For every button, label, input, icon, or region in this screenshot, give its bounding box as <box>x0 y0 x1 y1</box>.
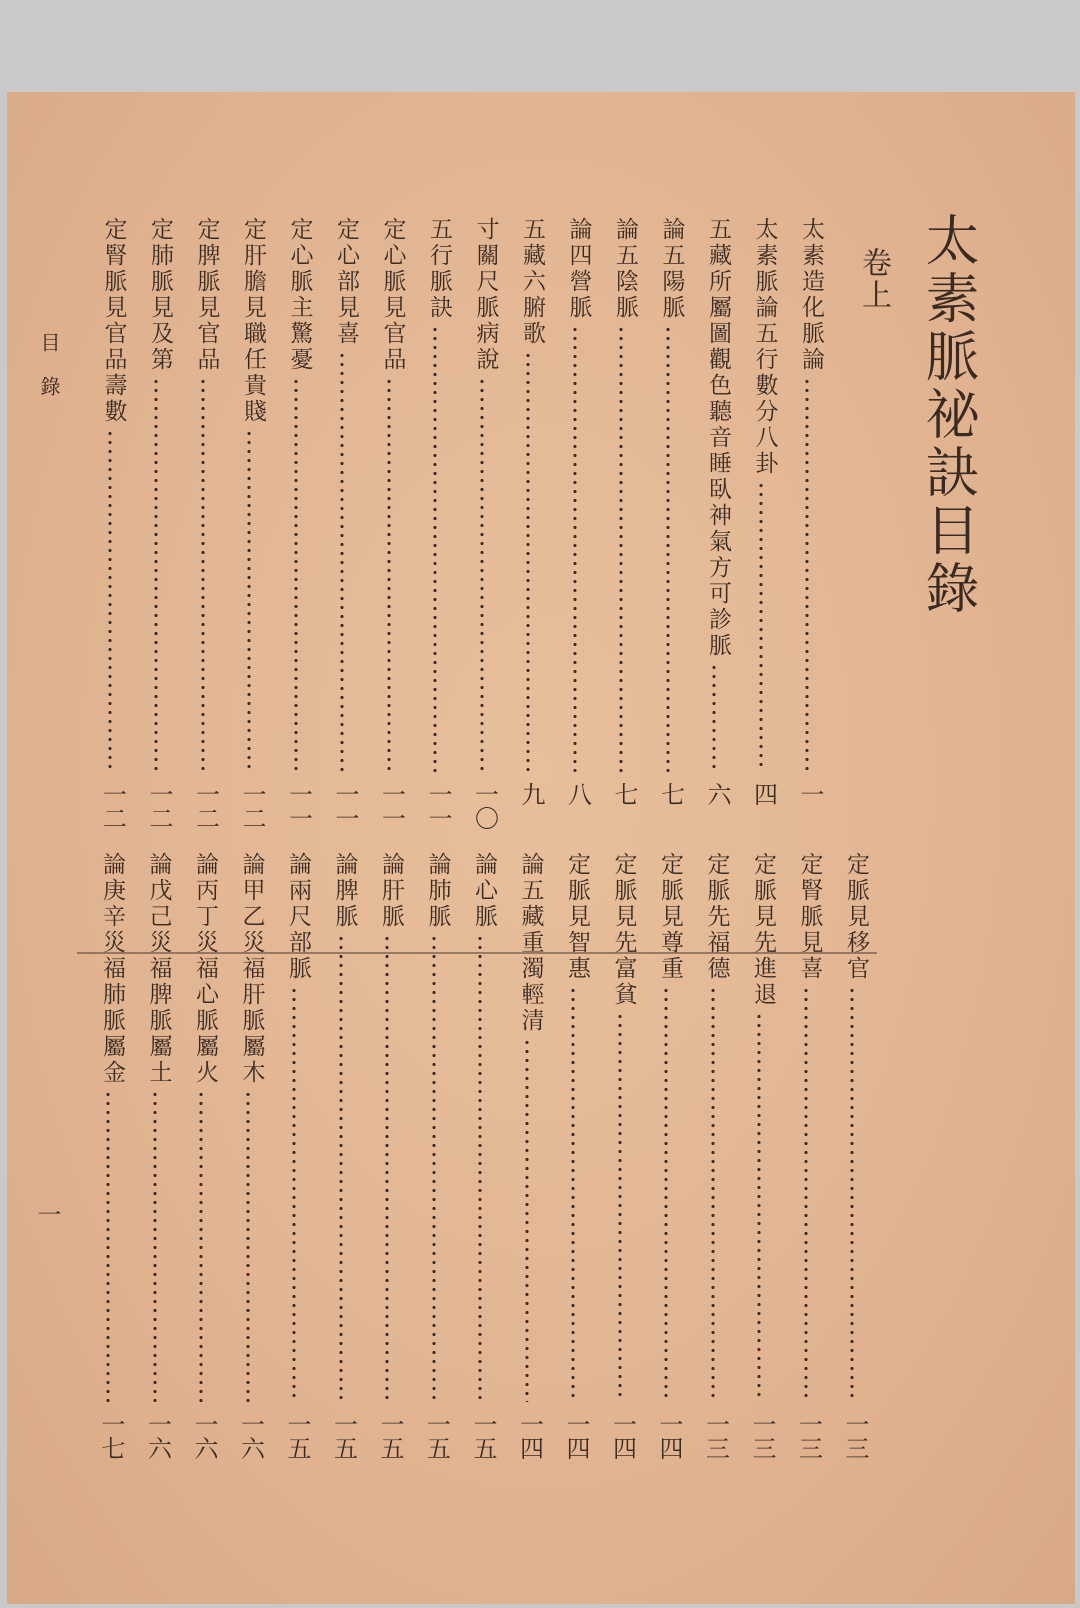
upper-page-number: 九 <box>517 782 545 806</box>
upper-leader-dots <box>340 351 344 772</box>
lower-page-number: 一五 <box>329 1412 358 1460</box>
upper-leader-dots <box>433 325 437 772</box>
upper-page-number: 八 <box>563 782 592 806</box>
upper-entry-label: 五藏所屬圖觀色聽音睡臥神氣方可診脈 <box>705 217 731 659</box>
upper-entry-label: 論五陰脈 <box>612 217 638 321</box>
lower-page-number: 一五 <box>422 1412 451 1460</box>
upper-page-number: 四 <box>749 782 778 806</box>
lower-leader-dots <box>292 986 296 1402</box>
upper-entry-label: 定心脈主驚憂 <box>286 217 313 373</box>
volume-label: 卷上 <box>856 247 891 311</box>
upper-leader-dots <box>805 377 809 772</box>
lower-entry-label: 論甲乙災福肝脈屬木 <box>238 852 265 1086</box>
lower-entry-label: 論五藏重濁輕清 <box>517 852 544 1034</box>
lower-page-number: 一五 <box>283 1412 311 1460</box>
lower-leader-dots <box>664 986 668 1402</box>
upper-page-number: 一 <box>796 782 824 806</box>
upper-entry-label: 太素脈論五行數分八卦 <box>751 217 778 477</box>
lower-page-number: 一五 <box>469 1412 497 1460</box>
lower-leader-dots <box>525 1038 529 1402</box>
lower-entry-label: 論肺脈 <box>424 852 451 930</box>
folio-number: 一 <box>33 1202 61 1226</box>
lower-page-number: 一四 <box>655 1412 683 1460</box>
lower-page-number: 一五 <box>376 1412 404 1460</box>
page-title: 太素脈祕訣目錄 <box>917 212 980 618</box>
upper-entry-label: 五藏六腑歌 <box>519 217 545 347</box>
upper-entry-label: 定肝膽見職任貴賤 <box>240 217 266 425</box>
lower-entry-label: 論戊己災福脾脈屬土 <box>145 852 172 1086</box>
lower-leader-dots <box>153 1090 157 1402</box>
lower-entry-label: 定脈見智惠 <box>564 852 590 982</box>
lower-leader-dots <box>478 934 482 1402</box>
upper-page-number: 七 <box>656 782 685 806</box>
upper-leader-dots <box>712 663 716 772</box>
upper-leader-dots <box>247 429 251 772</box>
upper-page-number: 一二 <box>98 782 127 830</box>
lower-leader-dots <box>199 1090 203 1402</box>
lower-leader-dots <box>850 986 854 1402</box>
lower-page-number: 一六 <box>190 1412 218 1460</box>
upper-page-number: 一一 <box>331 782 359 830</box>
lower-page-number: 一六 <box>236 1412 265 1460</box>
upper-entry-label: 論五陽脈 <box>658 217 685 321</box>
upper-leader-dots <box>619 325 623 772</box>
lower-page-number: 一七 <box>97 1412 125 1460</box>
upper-entry-label: 定肺脈見及第 <box>147 217 173 373</box>
upper-page-number: 六 <box>703 782 731 806</box>
lower-entry-label: 論庚辛災福肺脈屬金 <box>99 852 125 1086</box>
upper-page-number: 一一 <box>284 782 313 830</box>
upper-entry-label: 定心部見喜 <box>333 217 359 347</box>
lower-page-number: 一六 <box>143 1412 172 1460</box>
lower-page-number: 一四 <box>608 1412 637 1460</box>
lower-leader-dots <box>246 1090 250 1402</box>
upper-entry-label: 五行脈訣 <box>426 217 452 321</box>
upper-page-number: 一二 <box>191 782 220 830</box>
lower-entry-label: 定脈見移官 <box>843 852 869 982</box>
upper-entry-label: 太素造化脈論 <box>798 217 824 373</box>
upper-entry-label: 定脾脈見官品 <box>193 217 220 373</box>
lower-leader-dots <box>571 986 575 1402</box>
lower-leader-dots <box>106 1090 110 1402</box>
upper-page-number: 一〇 <box>470 782 499 830</box>
upper-entry-label: 定腎脈見官品壽數 <box>100 217 127 425</box>
upper-leader-dots <box>154 377 158 772</box>
upper-leader-dots <box>573 325 577 772</box>
lower-entry-label: 定脈見先富貧 <box>610 852 637 1008</box>
lower-entry-label: 論丙丁災福心脈屬火 <box>192 852 218 1086</box>
lower-page-number: 一三 <box>841 1412 869 1460</box>
lower-page-number: 一三 <box>701 1412 730 1460</box>
upper-leader-dots <box>480 377 484 772</box>
upper-leader-dots <box>108 429 112 772</box>
lower-leader-dots <box>757 1012 761 1402</box>
upper-leader-dots <box>759 481 763 772</box>
lower-leader-dots <box>618 1012 622 1402</box>
lower-leader-dots <box>432 934 436 1402</box>
upper-entry-label: 寸關尺脈病說 <box>472 217 499 373</box>
lower-leader-dots <box>385 934 389 1402</box>
upper-entry-label: 定心脈見官品 <box>379 217 406 373</box>
upper-page-number: 一一 <box>377 782 406 830</box>
upper-entry-label: 論四營脈 <box>565 217 592 321</box>
lower-page-number: 一四 <box>515 1412 544 1460</box>
lower-entry-label: 定脈見先進退 <box>750 852 776 1008</box>
book-page <box>7 92 1075 1604</box>
upper-page-number: 七 <box>610 782 638 806</box>
lower-leader-dots <box>711 986 715 1402</box>
lower-page-number: 一三 <box>748 1412 776 1460</box>
upper-leader-dots <box>666 325 670 772</box>
lower-entry-label: 論兩尺部脈 <box>285 852 311 982</box>
upper-page-number: 一二 <box>145 782 173 830</box>
lower-entry-label: 論心脈 <box>471 852 497 930</box>
upper-page-number: 一一 <box>424 782 452 830</box>
upper-leader-dots <box>294 377 298 772</box>
lower-entry-label: 論肝脈 <box>378 852 404 930</box>
upper-page-number: 一二 <box>238 782 266 830</box>
lower-leader-dots <box>804 986 808 1402</box>
upper-leader-dots <box>387 377 391 772</box>
lower-page-number: 一四 <box>562 1412 590 1460</box>
lower-entry-label: 定腎脈見喜 <box>796 852 823 982</box>
side-label: 目 錄 <box>37 332 61 396</box>
upper-leader-dots <box>201 377 205 772</box>
lower-entry-label: 定脈見尊重 <box>657 852 683 982</box>
upper-leader-dots <box>526 351 530 772</box>
lower-page-number: 一三 <box>794 1412 823 1460</box>
lower-entry-label: 定脈先福德 <box>703 852 730 982</box>
lower-leader-dots <box>339 934 343 1402</box>
lower-entry-label: 論脾脈 <box>331 852 358 930</box>
